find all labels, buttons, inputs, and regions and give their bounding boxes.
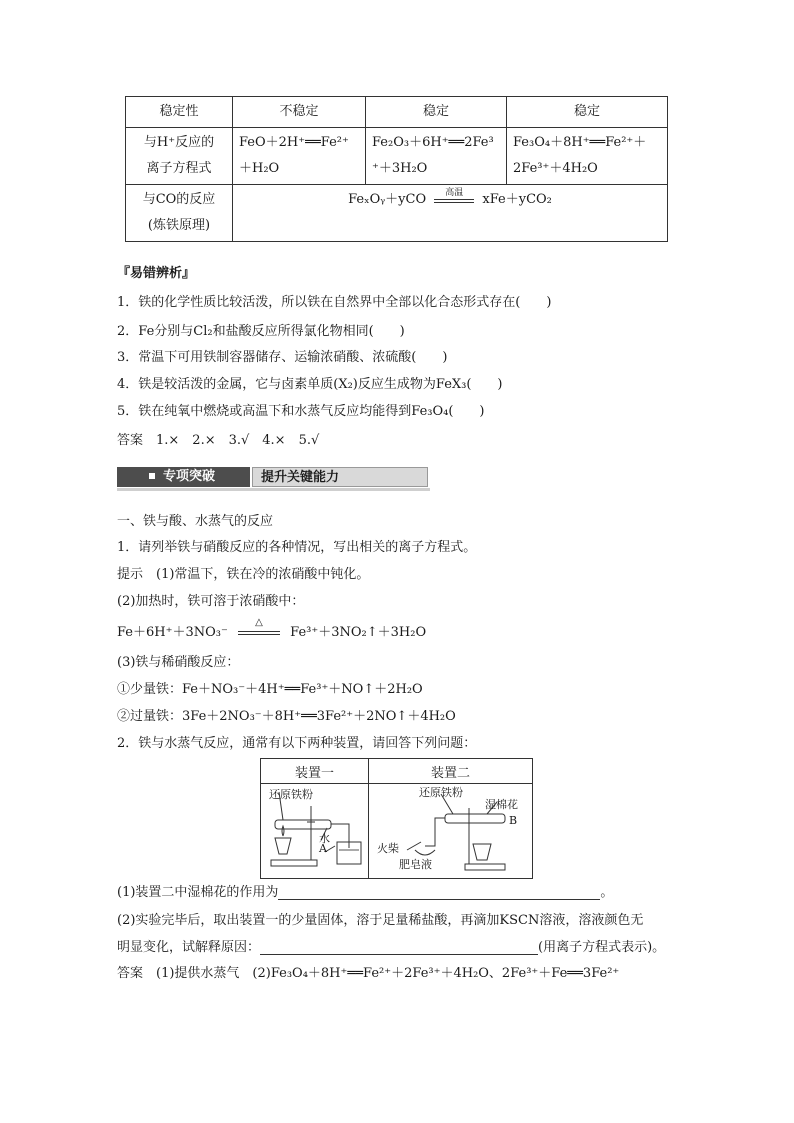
double-line xyxy=(434,199,474,203)
evaporating-dish xyxy=(415,850,435,855)
reaction-condition: 高温 xyxy=(445,188,464,198)
error-item: 5．铁在纯氧中燃烧或高温下和水蒸气反应均能得到Fe₃O₄( ) xyxy=(117,404,485,419)
table-cell: 稳定 xyxy=(507,97,668,128)
question-1: 1．请列举铁与硝酸反应的各种情况，写出相关的离子方程式。 xyxy=(117,540,477,555)
error-item: 1．铁的化学性质比较活泼，所以铁在自然界中全部以化合态形式存在( ) xyxy=(117,295,552,310)
table-row xyxy=(261,759,533,784)
table-cell: 稳定 xyxy=(366,97,507,128)
table-cell: 稳定性 xyxy=(126,97,233,128)
heat-condition: △ xyxy=(255,616,263,628)
burner xyxy=(473,844,491,860)
error-analysis-heading: 『易错辨析』 xyxy=(117,266,196,281)
question-text: (1)装置二中湿棉花的作用为 xyxy=(117,885,279,900)
question-2-answer: 答案 (1)提供水蒸气 (2)Fe₃O₄＋8H⁺══Fe²⁺＋2Fe³⁺＋4H₂O、2Fe³⁺＋Fe══3Fe²⁺ xyxy=(117,966,620,981)
cell-line: (炼铁原理) xyxy=(147,218,211,233)
cell-line: 2Fe³⁺＋4H₂O xyxy=(513,161,598,176)
question-text: 明显变化，试解释原因： xyxy=(117,940,261,955)
answer-blank[interactable] xyxy=(260,940,538,955)
table-cell-label xyxy=(126,185,233,242)
question-2-part-2: (2)实验完毕后，取出装置一的少量固体，溶于足量稀盐酸，再滴加KSCN溶液，溶液颜色无 xyxy=(117,913,644,928)
square-bullet-icon xyxy=(149,473,155,479)
question-end: 。 xyxy=(600,885,614,900)
table-row xyxy=(126,185,668,242)
flame-icon xyxy=(282,826,284,836)
double-line xyxy=(238,631,280,635)
error-item: 2．Fe分别与Cl₂和盐酸反应所得氯化物相同( ) xyxy=(117,324,405,339)
table-cell-fe3o4 xyxy=(507,128,668,185)
label-water: 水 xyxy=(319,832,330,845)
label-soap-solution: 肥皂液 xyxy=(399,858,432,871)
equation-right: Fe³⁺＋3NO₂↑＋3H₂O xyxy=(290,625,427,640)
question-2-part-1 xyxy=(117,881,613,900)
iron-oxide-properties-table xyxy=(125,96,668,242)
cell-line: ＋H₂O xyxy=(239,161,280,176)
table-row xyxy=(126,128,668,185)
table-cell: 不稳定 xyxy=(233,97,366,128)
equation-right: xFe＋yCO₂ xyxy=(482,192,552,207)
table-row xyxy=(126,97,668,128)
error-answer: 答案 1.× 2.× 3.√ 4.× 5.√ xyxy=(117,433,320,448)
reaction-arrow xyxy=(434,188,474,203)
label-a: A xyxy=(319,842,327,855)
hint-line: (2)加热时，铁可溶于浓硝酸中： xyxy=(117,594,305,609)
match-icon xyxy=(407,842,421,850)
label-wet-cotton: 湿棉花 xyxy=(485,798,518,811)
label-iron-powder: 还原铁粉 xyxy=(269,788,313,801)
question-2-part-2-cont xyxy=(117,936,665,955)
apparatus-header-2: 装置二 xyxy=(369,759,533,784)
delivery-tube xyxy=(425,818,445,846)
table-row xyxy=(261,784,533,879)
apparatus-2-diagram xyxy=(369,784,533,879)
cell-line: FeO＋2H⁺══Fe²⁺ xyxy=(239,135,349,150)
stand-base xyxy=(271,860,317,866)
equation-dilute-excess-iron: ②过量铁：3Fe＋2NO₃⁻＋8H⁺══3Fe²⁺＋2NO↑＋4H₂O xyxy=(117,709,456,724)
tube xyxy=(445,814,505,823)
table-cell-co-equation xyxy=(233,185,668,242)
apparatus-header-1: 装置一 xyxy=(261,759,369,784)
stand-base xyxy=(465,864,505,870)
question-end: (用离子方程式表示)。 xyxy=(538,940,666,955)
apparatus-1-diagram xyxy=(261,784,369,879)
label-b: B xyxy=(509,814,518,827)
cell-line: Fe₃O₄＋8H⁺══Fe²⁺＋ xyxy=(513,135,647,150)
equation-left: FeₓOᵧ＋yCO xyxy=(348,192,427,207)
equation-left: Fe＋6H⁺＋3NO₃⁻ xyxy=(117,625,228,640)
cell-line: 与CO的反应 xyxy=(142,192,216,207)
hint-line: (3)铁与稀硝酸反应： xyxy=(117,655,240,670)
hint-text: 提示 (1)常温下，铁在冷的浓硝酸中钝化。 xyxy=(117,567,370,582)
table-cell-feo xyxy=(233,128,366,185)
equation-dilute-little-iron: ①少量铁：Fe＋NO₃⁻＋4H⁺══Fe³⁺＋NO↑＋2H₂O xyxy=(117,682,423,697)
label-iron-powder: 还原铁粉 xyxy=(419,786,463,799)
cell-line: Fe₂O₃＋6H⁺══2Fe³ xyxy=(372,135,494,150)
reaction-arrow xyxy=(238,616,280,635)
cell-line: 与H⁺反应的 xyxy=(143,135,215,150)
equation-nitric-conc xyxy=(117,616,427,640)
question-2: 2．铁与水蒸气反应，通常有以下两种装置，请回答下列问题： xyxy=(117,736,477,751)
table-cell-fe2o3 xyxy=(366,128,507,185)
error-item: 4．铁是较活泼的金属，它与卤素单质(X₂)反应生成物为FeX₃( ) xyxy=(117,377,503,392)
label-match: 火柴 xyxy=(377,842,399,855)
banner-rule xyxy=(117,488,430,491)
banner-left-label: 专项突破 xyxy=(163,469,216,484)
cell-line: ⁺＋3H₂O xyxy=(372,161,428,176)
error-item: 3．常温下可用铁制容器储存、运输浓硝酸、浓硫酸( ) xyxy=(117,350,448,365)
answer-blank[interactable] xyxy=(278,885,600,900)
table-cell-label xyxy=(126,128,233,185)
burner xyxy=(275,838,291,854)
banner-left xyxy=(117,467,250,487)
section-title: 一、铁与酸、水蒸气的反应 xyxy=(117,514,274,529)
apparatus-table xyxy=(260,758,533,879)
delivery-tube xyxy=(331,824,349,848)
section-banner xyxy=(117,467,430,489)
banner-right: 提升关键能力 xyxy=(252,467,428,487)
cell-line: 离子方程式 xyxy=(146,161,212,176)
